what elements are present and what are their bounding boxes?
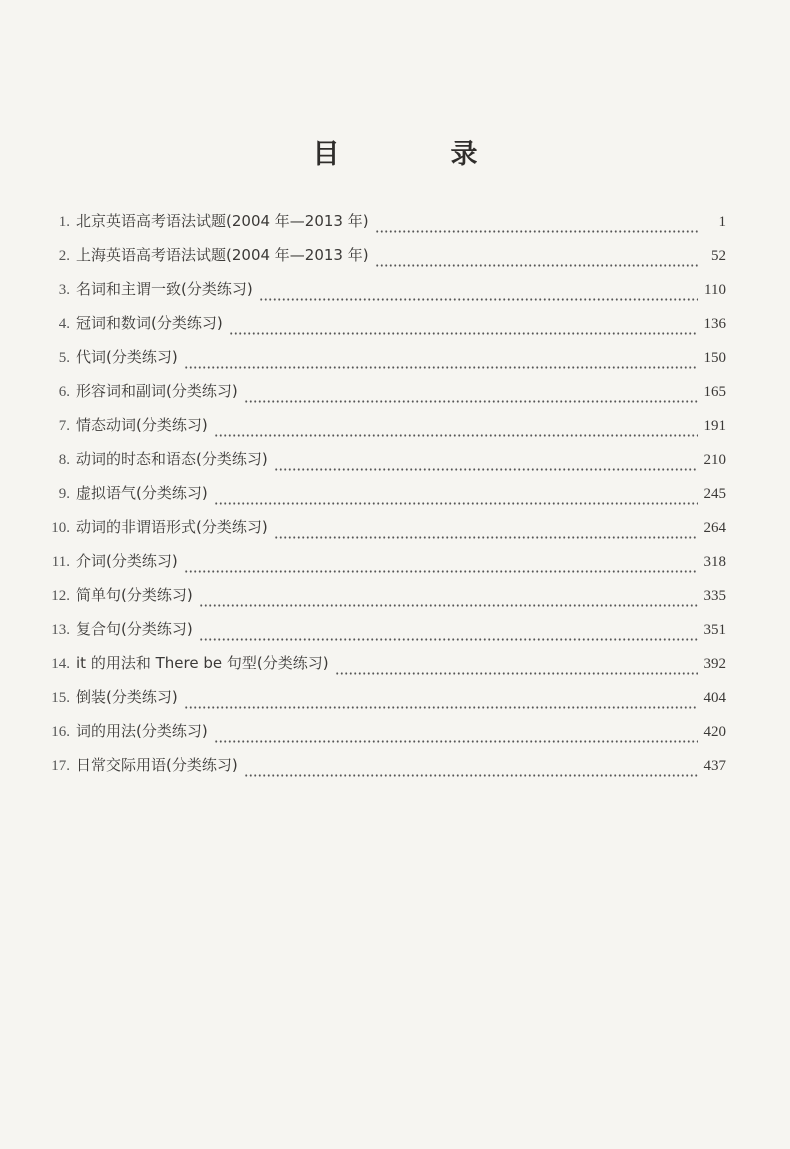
entry-title: 北京英语高考语法试题(2004 年—2013 年): [76, 212, 369, 230]
entry-number: 10.: [51, 520, 70, 536]
toc-entry[interactable]: [30, 516, 726, 550]
entry-page-number: 437: [703, 758, 726, 774]
toc-entry[interactable]: [30, 244, 726, 278]
entry-page-number: 150: [703, 350, 726, 366]
dot-leader: [199, 638, 698, 641]
toc-entry[interactable]: [30, 448, 726, 482]
toc-entry[interactable]: [30, 482, 726, 516]
entry-title: 简单句(分类练习): [76, 586, 193, 604]
entry-number: 1.: [58, 214, 70, 230]
entry-number: 11.: [51, 554, 70, 570]
entry-number: 5.: [58, 350, 70, 366]
entry-number: 6.: [58, 384, 70, 400]
entry-page-number: 1: [718, 214, 726, 230]
dot-leader: [199, 604, 698, 607]
toc-entry[interactable]: [30, 414, 726, 448]
entry-page-number: 420: [703, 724, 726, 740]
entry-title: 介词(分类练习): [76, 552, 178, 570]
dot-leader: [244, 400, 698, 403]
dot-leader: [274, 536, 698, 539]
entry-title: 冠词和数词(分类练习): [76, 314, 223, 332]
toc-entry[interactable]: [30, 652, 726, 686]
entry-page-number: 392: [703, 656, 726, 672]
entry-page-number: 165: [703, 384, 726, 400]
entry-page-number: 318: [703, 554, 726, 570]
entry-number: 13.: [51, 622, 70, 638]
dot-leader: [214, 502, 698, 505]
toc-entry[interactable]: [30, 618, 726, 652]
entry-page-number: 110: [704, 282, 726, 298]
entry-page-number: 52: [711, 248, 726, 264]
toc-entry[interactable]: [30, 550, 726, 584]
entry-number: 8.: [58, 452, 70, 468]
dot-leader: [184, 570, 698, 573]
dot-leader: [274, 468, 698, 471]
toc-entry[interactable]: [30, 380, 726, 414]
entry-page-number: 335: [703, 588, 726, 604]
entry-number: 17.: [51, 758, 70, 774]
entry-number: 7.: [58, 418, 70, 434]
entry-number: 16.: [51, 724, 70, 740]
toc-entry[interactable]: [30, 720, 726, 754]
entry-title: 动词的时态和语态(分类练习): [76, 450, 268, 468]
toc-entry[interactable]: [30, 346, 726, 380]
entry-title: 情态动词(分类练习): [76, 416, 208, 434]
entry-page-number: 264: [703, 520, 726, 536]
toc-entry[interactable]: [30, 754, 726, 788]
entry-number: 12.: [51, 588, 70, 604]
dot-leader: [184, 366, 698, 369]
toc-entry[interactable]: [30, 686, 726, 720]
entry-title: 代词(分类练习): [76, 348, 178, 366]
entry-title: 复合句(分类练习): [76, 620, 193, 638]
entry-number: 15.: [51, 690, 70, 706]
entry-title: 形容词和副词(分类练习): [76, 382, 238, 400]
dot-leader: [214, 434, 698, 437]
entry-number: 3.: [58, 282, 70, 298]
entry-page-number: 210: [703, 452, 726, 468]
toc-entry[interactable]: [30, 210, 726, 244]
entry-title: 日常交际用语(分类练习): [76, 756, 238, 774]
entry-title: 动词的非谓语形式(分类练习): [76, 518, 268, 536]
toc-entry[interactable]: [30, 584, 726, 618]
page-title: 目 录: [312, 139, 520, 170]
table-of-contents: [30, 210, 726, 788]
entry-page-number: 404: [703, 690, 726, 706]
dot-leader: [214, 740, 698, 743]
entry-title: 名词和主谓一致(分类练习): [76, 280, 253, 298]
entry-title: 上海英语高考语法试题(2004 年—2013 年): [76, 246, 369, 264]
dot-leader: [335, 672, 698, 675]
entry-number: 4.: [58, 316, 70, 332]
entry-title: it 的用法和 There be 句型(分类练习): [76, 654, 329, 672]
entry-page-number: 136: [703, 316, 726, 332]
entry-title: 倒装(分类练习): [76, 688, 178, 706]
dot-leader: [375, 230, 700, 233]
entry-number: 2.: [58, 248, 70, 264]
toc-entry[interactable]: [30, 278, 726, 312]
entry-number: 14.: [51, 656, 70, 672]
dot-leader: [184, 706, 698, 709]
dot-leader: [244, 774, 698, 777]
entry-page-number: 351: [703, 622, 726, 638]
dot-leader: [229, 332, 698, 335]
dot-leader: [375, 264, 700, 267]
dot-leader: [259, 298, 698, 301]
entry-page-number: 245: [703, 486, 726, 502]
entry-title: 虚拟语气(分类练习): [76, 484, 208, 502]
entry-number: 9.: [58, 486, 70, 502]
entry-page-number: 191: [703, 418, 726, 434]
entry-title: 词的用法(分类练习): [76, 722, 208, 740]
toc-entry[interactable]: [30, 312, 726, 346]
